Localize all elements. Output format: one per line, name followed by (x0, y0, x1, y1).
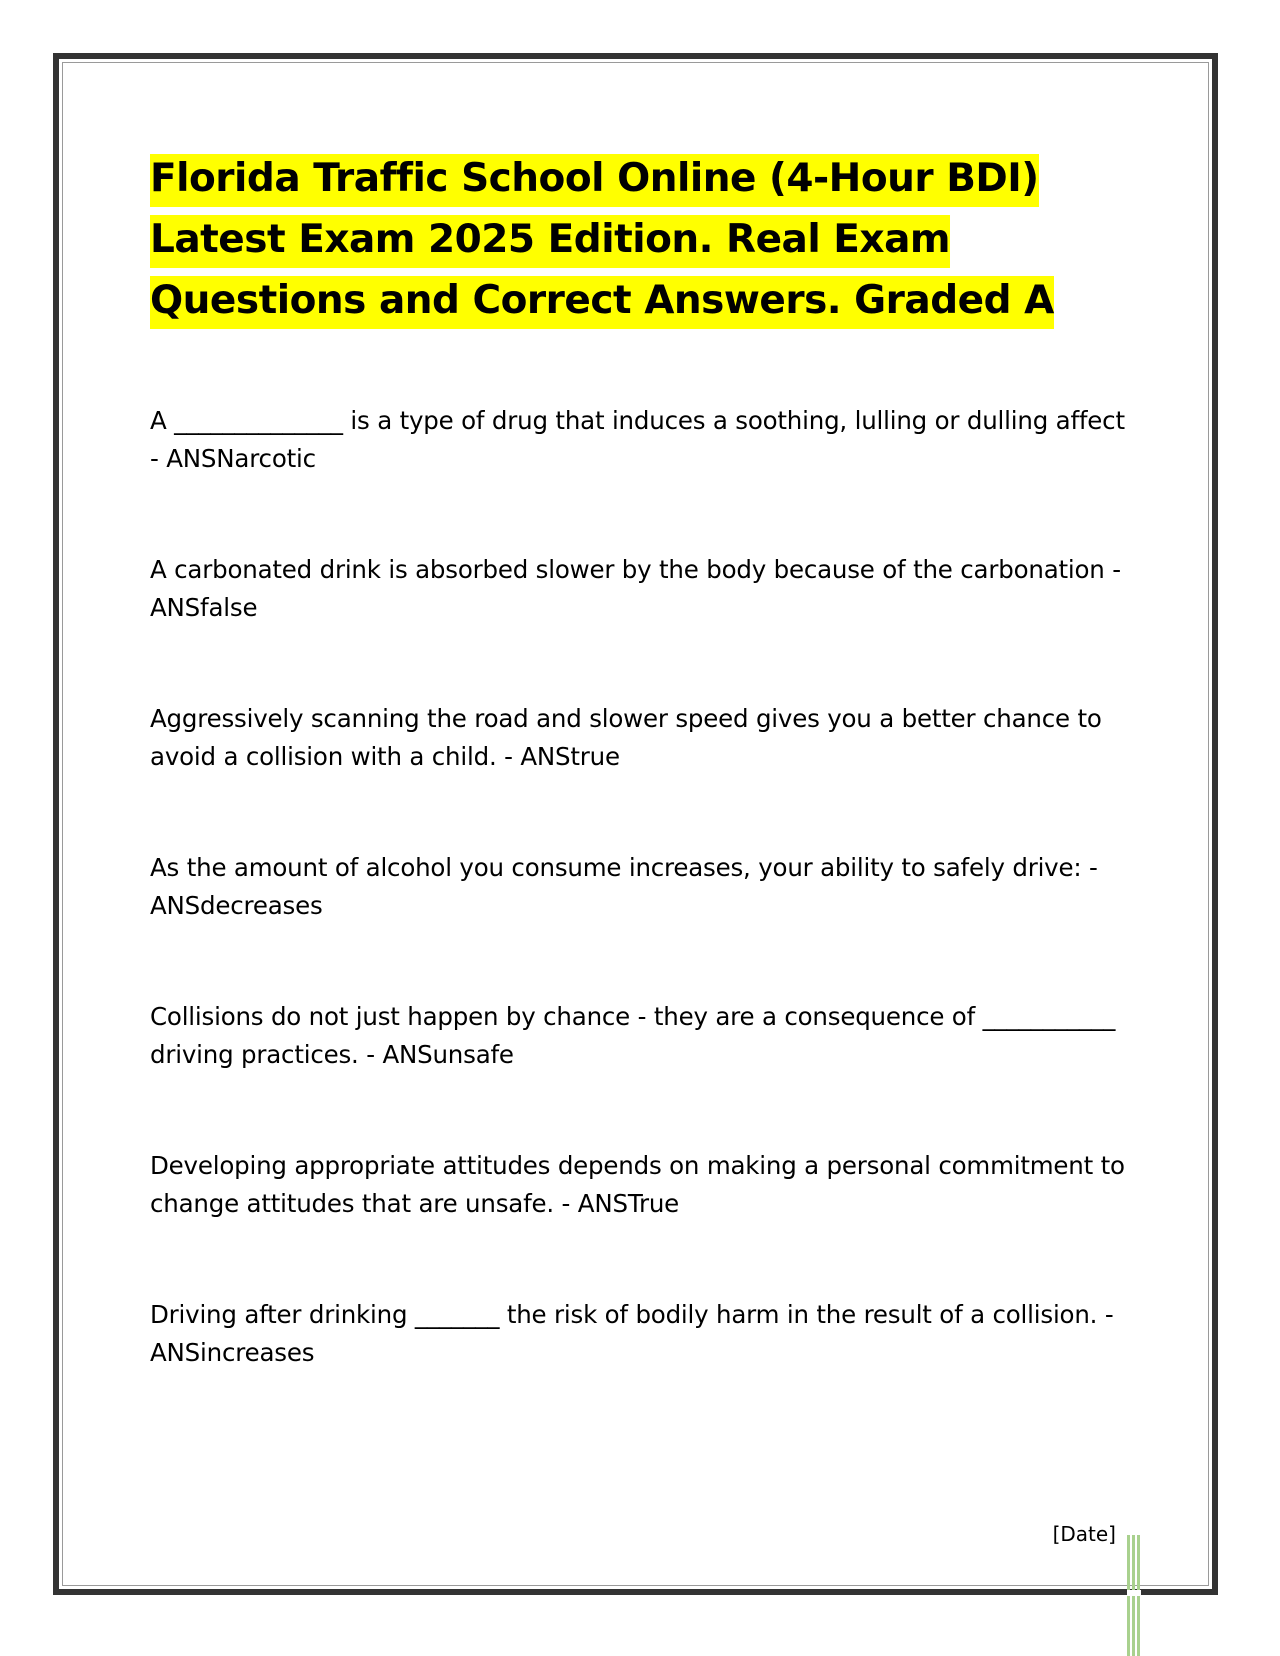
question-item: Driving after drinking _______ the risk of bodily harm in the result of a collision. - ANSincreases (150, 1300, 1114, 1367)
question-item: Aggressively scanning the road and slower speed gives you a better chance to avoid a collision with a child. - ANStrue (150, 704, 1102, 771)
question-item: A ______________ is a type of drug that induces a soothing, lulling or dulling affect - ANSNarcotic (150, 406, 1125, 473)
footer-date: [Date] (1052, 1522, 1116, 1546)
question-list (150, 402, 1130, 1445)
accent-bar-gap (1127, 1590, 1141, 1596)
decorative-accent-bars (1127, 1535, 1141, 1656)
title-highlight: Florida Traffic School Online (4-Hour BDI) Latest Exam 2025 Edition. Real Exam Questions and Correct Answers. Graded A (150, 154, 1054, 329)
document-title (150, 148, 1150, 331)
question-item: Collisions do not just happen by chance - they are a consequence of ___________ driving practices. - ANSunsafe (150, 1002, 1116, 1069)
question-item: As the amount of alcohol you consume increases, your ability to safely drive: - ANSdecreases (150, 853, 1098, 920)
question-item: A carbonated drink is absorbed slower by the body because of the carbonation - ANSfalse (150, 555, 1121, 622)
question-item: Developing appropriate attitudes depends on making a personal commitment to change attitudes that are unsafe. - ANSTrue (150, 1151, 1125, 1218)
